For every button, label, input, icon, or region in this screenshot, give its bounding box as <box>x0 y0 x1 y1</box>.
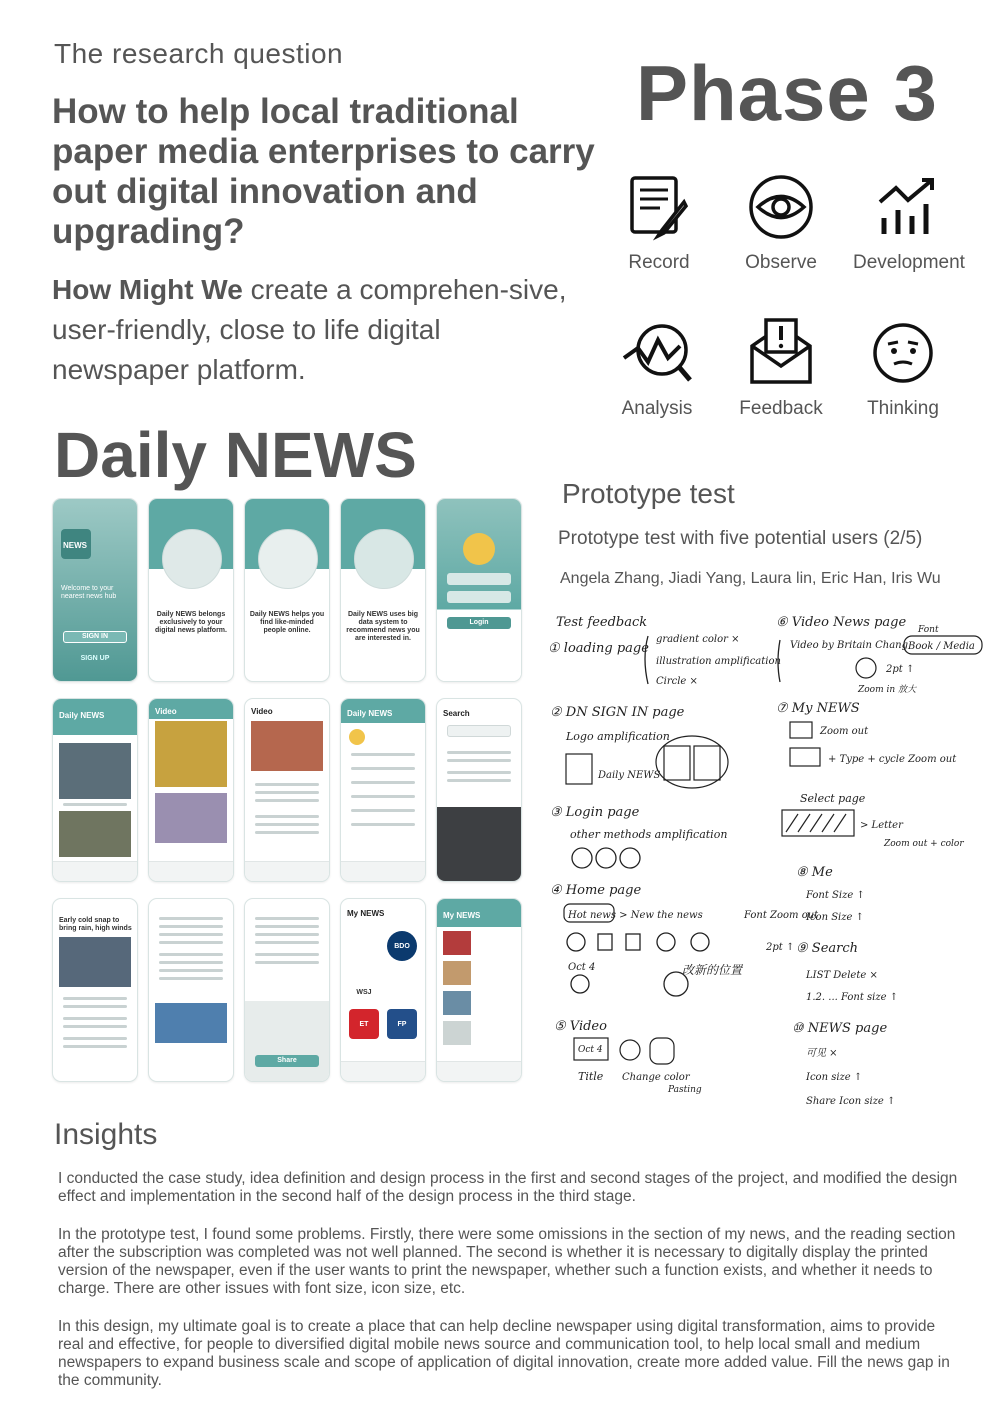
sign-up-link[interactable]: SIGN UP <box>80 655 110 662</box>
note-loading-1: gradient color × <box>656 634 740 645</box>
note-news-page-3: Share Icon size ↑ <box>806 1096 896 1107</box>
note-loading-2: illustration amplification <box>656 656 781 667</box>
note-video-news-5: Zoom in 放大 <box>858 685 917 695</box>
icon-cell-feedback <box>716 318 846 420</box>
note-signin-2: Daily NEWS <box>598 770 661 781</box>
note-home-3: 2pt ↑ <box>766 942 795 953</box>
screen-mynews-title: My NEWS <box>347 909 385 918</box>
screen-video-detail <box>244 698 330 882</box>
icon-cell-thinking <box>838 318 968 420</box>
onboarding-text-2: Daily NEWS helps you find like-minded people online. <box>249 611 325 634</box>
note-me-1: Font Size ↑ <box>806 890 865 901</box>
note-news-page-2: Icon size ↑ <box>806 1072 863 1083</box>
app-screens-grid <box>50 496 528 1082</box>
prototype-users: Angela Zhang, Jiadi Yang, Laura lin, Eric Han, Iris Wu <box>560 570 941 587</box>
research-question-label: The research question <box>54 38 344 69</box>
research-question-title: How to help local traditional paper media enterprises to carry out digital innovation and upgrading? <box>52 92 595 251</box>
screen-article-related <box>148 898 234 1082</box>
note-home: ④ Home page <box>550 883 642 898</box>
screen-login <box>436 498 522 682</box>
note-home-4: Oct 4 <box>568 962 596 973</box>
note-select-1: > Letter <box>860 820 903 831</box>
note-video-3: Change color <box>622 1072 690 1083</box>
screen-search <box>436 698 522 882</box>
note-me-2: Icon Size ↑ <box>806 912 864 923</box>
screen-video-title: Video <box>155 707 177 716</box>
how-might-we-statement <box>52 270 572 390</box>
note-login: ③ Login page <box>550 805 640 820</box>
screen-share <box>244 898 330 1082</box>
hmw-rest: create a comprehen-sive, user-friendly, close to life digital newspaper platform. <box>52 274 567 385</box>
prototype-title: Prototype test <box>562 478 735 509</box>
insights-title: Insights <box>54 1118 158 1151</box>
note-search-2: 1.2. ... Font size ↑ <box>806 992 899 1003</box>
note-login-1: other methods amplification <box>570 828 728 841</box>
record-icon <box>624 172 694 242</box>
note-search-1: LIST Delete × <box>806 970 878 981</box>
note-news-page: ⑩ NEWS page <box>792 1021 888 1036</box>
note-video-news-3: Font <box>918 625 939 635</box>
screen-welcome <box>52 498 138 682</box>
screen-onboarding-3 <box>340 498 426 682</box>
screen-article <box>52 898 138 1082</box>
screen-my-news-sources <box>340 898 426 1082</box>
badge-bdo: BDO <box>394 943 410 950</box>
note-my-news: ⑦ My NEWS <box>776 701 860 716</box>
phase-title: Phase 3 <box>636 49 938 137</box>
screen-menu <box>340 698 426 882</box>
note-test-feedback: Test feedback <box>556 615 648 630</box>
icon-cell-observe <box>716 172 846 274</box>
screen-menu-title: Daily NEWS <box>347 709 393 718</box>
note-select-2: Zoom out + color <box>884 839 964 849</box>
badge-fp: FP <box>397 1021 407 1028</box>
note-news-page-1: 可见 × <box>806 1048 838 1059</box>
icon-label-observe: Observe <box>745 252 817 273</box>
screen-search-title: Search <box>443 709 470 718</box>
prototype-subtitle: Prototype test with five potential users (2/5) <box>558 528 923 549</box>
insights-paragraph-3: In this design, my ultimate goal is to create a place that can help decline newspaper using digital transformation, aims to provide real and effective, for people to diversified digital mobile news source and communication tool, to help local small and medium newspapers to expand business scale and scope of application of digital innovation, create more added value. Fill the news gap in the community. <box>58 1318 950 1389</box>
badge-et: ET <box>359 1021 369 1028</box>
screen-onboarding-1 <box>148 498 234 682</box>
sign-in-button[interactable]: SIGN IN <box>81 633 109 640</box>
note-me: ⑧ Me <box>796 865 833 880</box>
icon-label-analysis: Analysis <box>621 398 693 419</box>
note-select: Select page <box>800 792 866 805</box>
screen-video-list <box>148 698 234 882</box>
note-video-2: Title <box>578 1070 604 1083</box>
insights-paragraph-2: In the prototype test, I found some problems. Firstly, there were some omissions in the section of my news, and the reading section after the subscription was completed was not well planned. The second is whether it is necessary to digitally display the printed version of the newspaper, even if the user wants to print the newspaper, whether such a function exists, and whether it needs to charge. There are other issues with font size, icon size, etc. <box>58 1226 956 1297</box>
note-video-news-2: Book / Media <box>908 641 975 652</box>
note-loading: ① loading page <box>548 641 649 656</box>
note-video: ⑤ Video <box>554 1019 607 1034</box>
note-my-news-2: + Type + cycle Zoom out <box>828 754 957 765</box>
badge-wsj: WSJ <box>356 989 372 996</box>
onboarding-text-1: Daily NEWS belongs exclusively to your digital news platform. <box>155 611 227 634</box>
insights-paragraph-1: I conducted the case study, idea definition and design process in the first and second stages of the project, and modified the design effect and implementation in the second half of the design process in the third stage. <box>58 1170 958 1205</box>
screen-logo: NEWS <box>63 541 87 550</box>
icon-label-feedback: Feedback <box>739 398 823 419</box>
screen-video-detail-title: Video <box>251 707 273 716</box>
app-title: Daily NEWS <box>54 419 417 491</box>
screen-onboarding-2 <box>244 498 330 682</box>
screen-article-title: Early cold snap to bring rain, high winds <box>59 917 132 932</box>
note-video-news-4: 2pt ↑ <box>886 664 915 675</box>
screen-home <box>52 698 138 882</box>
thinking-face-icon <box>868 318 938 388</box>
icon-label-record: Record <box>628 252 690 273</box>
note-video-news: ⑥ Video News page <box>776 615 907 630</box>
screen-home-title: Daily NEWS <box>59 711 105 720</box>
icon-cell-analysis <box>592 318 722 420</box>
note-my-news-1: Zoom out <box>820 726 869 737</box>
note-search: ⑨ Search <box>796 941 859 956</box>
analysis-magnifier-icon <box>622 318 692 388</box>
icon-label-development: Development <box>853 252 965 273</box>
chart-growth-icon <box>874 172 944 242</box>
note-video-1: Oct 4 <box>578 1045 603 1055</box>
note-loading-3: Circle × <box>656 676 698 687</box>
note-signin: ② DN SIGN IN page <box>550 705 685 720</box>
onboarding-text-3: Daily NEWS uses big data system to recommend news you are interested in. <box>346 611 420 642</box>
envelope-alert-icon <box>746 318 816 388</box>
eye-icon <box>746 172 816 242</box>
handwritten-notes <box>548 606 988 1116</box>
note-signin-1: Logo amplification <box>566 730 670 743</box>
icon-label-thinking: Thinking <box>867 398 939 419</box>
share-button[interactable]: Share <box>277 1057 297 1064</box>
note-home-2: Font Zoom out <box>744 910 819 921</box>
note-home-1: Hot news > New the news <box>568 910 703 921</box>
screen-mynews-list-title: My NEWS <box>443 911 481 920</box>
hmw-bold: How Might We <box>52 274 243 305</box>
screen-my-news-list <box>436 898 522 1082</box>
icon-cell-development <box>844 172 974 274</box>
screen-welcome-text: Welcome to your nearest news hub <box>61 585 117 600</box>
note-home-5: 改新的位置 <box>682 963 743 977</box>
note-video-news-1: Video by Britain Chang <box>790 640 909 651</box>
login-button[interactable]: Login <box>469 619 489 626</box>
icon-cell-record <box>594 172 724 274</box>
note-video-4: Pasting <box>668 1085 702 1095</box>
